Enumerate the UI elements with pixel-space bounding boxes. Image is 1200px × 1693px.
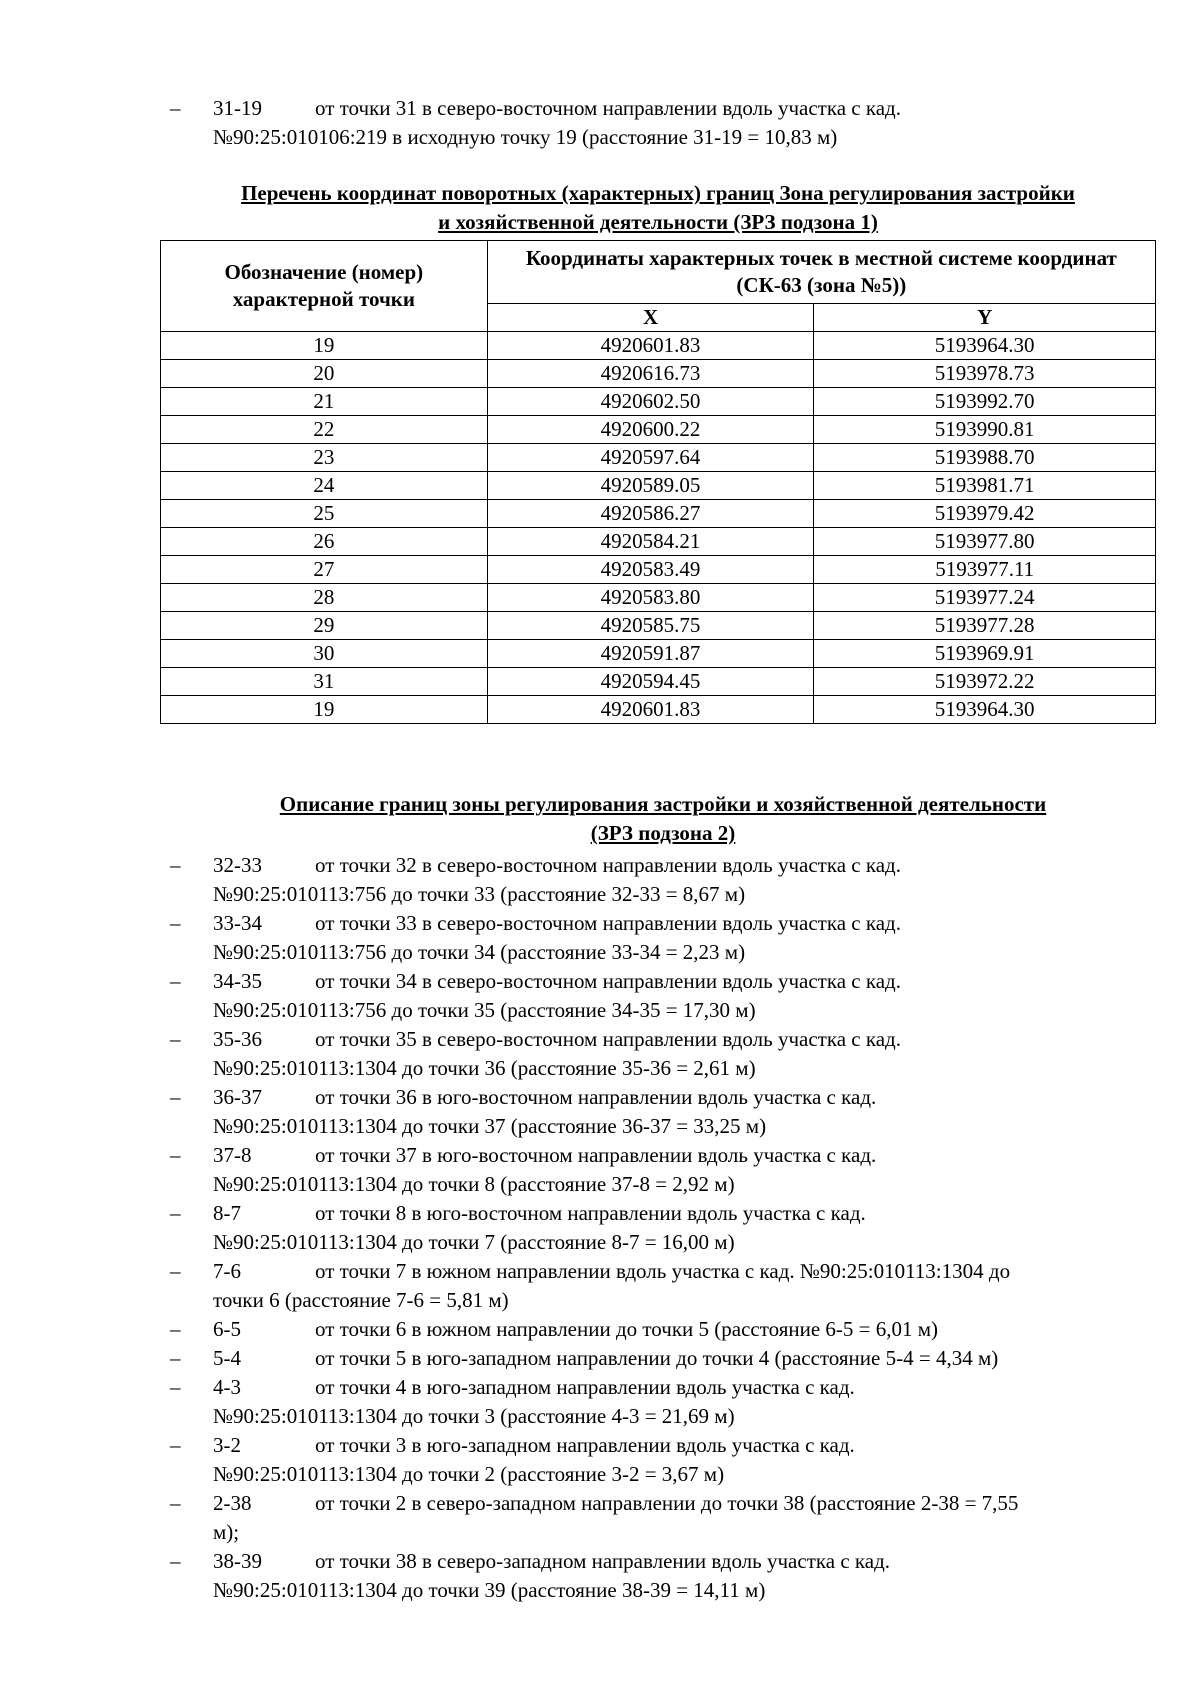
- point-number-cell: 23: [161, 444, 488, 472]
- x-coordinate-cell: 4920585.75: [487, 612, 814, 640]
- boundary-list-item: [0, 1083, 1200, 1141]
- list-item-line-1: [213, 1083, 1140, 1112]
- first-boundary-list: [0, 94, 1200, 152]
- list-item-line-1: [213, 1199, 1140, 1228]
- list-dash: –: [170, 1549, 181, 1573]
- list-item-line-1: [213, 1344, 1140, 1373]
- segment-description: от точки 6 в южном направлении до точки 5 (расстояние 6-5 = 6,01 м): [315, 1317, 939, 1341]
- list-item-line-2: №90:25:010113:756 до точки 33 (расстояние 32-33 = 8,67 м): [213, 882, 746, 906]
- x-coordinate-cell: 4920600.22: [487, 416, 814, 444]
- coordinates-header: Координаты характерных точек в местной системе координат (СК-63 (зона №5)): [487, 241, 1155, 304]
- segment-code: 7-6: [213, 1259, 241, 1283]
- list-dash: –: [170, 1027, 181, 1051]
- segment-code: 6-5: [213, 1317, 241, 1341]
- table-row: [161, 360, 1156, 388]
- x-coordinate-cell: 4920591.87: [487, 640, 814, 668]
- segment-description: от точки 33 в северо-восточном направлении вдоль участка с кад.: [315, 911, 901, 935]
- table-row: [161, 528, 1156, 556]
- boundary-list-item: [0, 1489, 1200, 1547]
- list-item-line-1: [213, 1141, 1140, 1170]
- y-coordinate-cell: 5193977.11: [814, 556, 1156, 584]
- boundary-list-item: [0, 1431, 1200, 1489]
- list-dash: –: [170, 969, 181, 993]
- x-coordinate-cell: 4920602.50: [487, 388, 814, 416]
- segment-description: от точки 32 в северо-восточном направлении вдоль участка с кад.: [315, 853, 901, 877]
- segment-description: от точки 5 в юго-западном направлении до точки 4 (расстояние 5-4 = 4,34 м): [315, 1346, 999, 1370]
- segment-description: от точки 38 в северо-западном направлении вдоль участка с кад.: [315, 1549, 891, 1573]
- boundary-list-item: [0, 1025, 1200, 1083]
- segment-code: 35-36: [213, 1027, 262, 1051]
- list-item-line-2: №90:25:010113:756 до точки 34 (расстояние 33-34 = 2,23 м): [213, 940, 746, 964]
- table-row: [161, 668, 1156, 696]
- list-dash: –: [170, 1143, 181, 1167]
- table-heading: [160, 179, 1156, 237]
- y-coordinate-cell: 5193969.91: [814, 640, 1156, 668]
- list-item-line-2: точки 6 (расстояние 7-6 = 5,81 м): [213, 1288, 509, 1312]
- y-coordinate-cell: 5193964.30: [814, 332, 1156, 360]
- boundary-list-item: [0, 1373, 1200, 1431]
- x-coordinate-cell: 4920601.83: [487, 332, 814, 360]
- list-item-line-1: [213, 1373, 1140, 1402]
- table-row: [161, 332, 1156, 360]
- list-dash: –: [170, 96, 181, 120]
- y-coordinate-cell: 5193990.81: [814, 416, 1156, 444]
- list-item-line-2: №90:25:010113:1304 до точки 37 (расстояние 36-37 = 33,25 м): [213, 1114, 767, 1138]
- y-coordinate-cell: 5193964.30: [814, 696, 1156, 724]
- table-row: [161, 416, 1156, 444]
- point-number-cell: 24: [161, 472, 488, 500]
- table-row: [161, 500, 1156, 528]
- segment-code: 31-19: [213, 96, 262, 120]
- list-dash: –: [170, 1491, 181, 1515]
- x-column-header: X: [487, 304, 814, 332]
- segment-code: 8-7: [213, 1201, 241, 1225]
- boundary-list-item: [0, 94, 1200, 152]
- table-row: [161, 696, 1156, 724]
- y-coordinate-cell: 5193988.70: [814, 444, 1156, 472]
- second-boundary-list: [0, 851, 1200, 1605]
- segment-description: от точки 35 в северо-восточном направлении вдоль участка с кад.: [315, 1027, 901, 1051]
- point-number-cell: 26: [161, 528, 488, 556]
- list-dash: –: [170, 1317, 181, 1341]
- segment-code: 2-38: [213, 1491, 252, 1515]
- table-row: [161, 612, 1156, 640]
- boundary-list-item: [0, 1257, 1200, 1315]
- point-number-cell: 21: [161, 388, 488, 416]
- y-coordinate-cell: 5193977.24: [814, 584, 1156, 612]
- list-item-line-1: [213, 1431, 1140, 1460]
- table-row: [161, 556, 1156, 584]
- description-heading-line-1: Описание границ зоны регулирования застройки и хозяйственной деятельности: [279, 792, 1047, 816]
- list-item-line-1: [213, 1547, 1140, 1576]
- table-row: [161, 444, 1156, 472]
- table-heading-line-1: Перечень координат поворотных (характерных) границ Зона регулирования застройки: [241, 181, 1075, 205]
- segment-code: 36-37: [213, 1085, 262, 1109]
- x-coordinate-cell: 4920616.73: [487, 360, 814, 388]
- list-dash: –: [170, 1201, 181, 1225]
- point-number-cell: 28: [161, 584, 488, 612]
- list-dash: –: [170, 911, 181, 935]
- list-dash: –: [170, 1346, 181, 1370]
- boundary-list-item: [0, 1199, 1200, 1257]
- point-number-cell: 22: [161, 416, 488, 444]
- boundary-list-item: [0, 1315, 1200, 1344]
- table-heading-line-2: и хозяйственной деятельности (ЗРЗ подзона 1): [438, 210, 878, 234]
- list-item-line-2: №90:25:010113:756 до точки 35 (расстояние 34-35 = 17,30 м): [213, 998, 756, 1022]
- boundary-list-item: [0, 1547, 1200, 1605]
- segment-code: 33-34: [213, 911, 262, 935]
- list-item-line-1: [213, 909, 1140, 938]
- boundary-list-item: [0, 1344, 1200, 1373]
- list-item-line-2: №90:25:010106:219 в исходную точку 19 (расстояние 31-19 = 10,83 м): [213, 125, 838, 149]
- segment-description: от точки 36 в юго-восточном направлении вдоль участка с кад.: [315, 1085, 877, 1109]
- point-number-cell: 30: [161, 640, 488, 668]
- segment-description: от точки 4 в юго-западном направлении вдоль участка с кад.: [315, 1375, 855, 1399]
- list-dash: –: [170, 1259, 181, 1283]
- segment-description: от точки 3 в юго-западном направлении вдоль участка с кад.: [315, 1433, 855, 1457]
- list-item-line-2: №90:25:010113:1304 до точки 36 (расстояние 35-36 = 2,61 м): [213, 1056, 756, 1080]
- list-dash: –: [170, 1433, 181, 1457]
- y-coordinate-cell: 5193979.42: [814, 500, 1156, 528]
- description-heading: [195, 790, 1131, 848]
- table-row: [161, 640, 1156, 668]
- list-item-line-2: №90:25:010113:1304 до точки 39 (расстояние 38-39 = 14,11 м): [213, 1578, 766, 1602]
- boundary-list-item: [0, 1141, 1200, 1199]
- list-item-line-2: м);: [213, 1520, 240, 1544]
- x-coordinate-cell: 4920589.05: [487, 472, 814, 500]
- point-number-header: Обозначение (номер) характерной точки: [161, 241, 488, 332]
- list-item-line-1: [213, 94, 1140, 123]
- segment-code: 37-8: [213, 1143, 252, 1167]
- point-number-cell: 27: [161, 556, 488, 584]
- segment-code: 34-35: [213, 969, 262, 993]
- point-number-cell: 20: [161, 360, 488, 388]
- x-coordinate-cell: 4920597.64: [487, 444, 814, 472]
- x-coordinate-cell: 4920594.45: [487, 668, 814, 696]
- segment-code: 32-33: [213, 853, 262, 877]
- list-item-line-2: №90:25:010113:1304 до точки 8 (расстояние 37-8 = 2,92 м): [213, 1172, 735, 1196]
- list-item-line-2: №90:25:010113:1304 до точки 3 (расстояние 4-3 = 21,69 м): [213, 1404, 735, 1428]
- list-dash: –: [170, 853, 181, 877]
- segment-description: от точки 37 в юго-восточном направлении вдоль участка с кад.: [315, 1143, 877, 1167]
- segment-description: от точки 7 в южном направлении вдоль участка с кад. №90:25:010113:1304 до: [315, 1259, 1011, 1283]
- segment-description: от точки 34 в северо-восточном направлении вдоль участка с кад.: [315, 969, 901, 993]
- y-coordinate-cell: 5193977.80: [814, 528, 1156, 556]
- y-coordinate-cell: 5193972.22: [814, 668, 1156, 696]
- y-column-header: Y: [814, 304, 1156, 332]
- point-number-cell: 29: [161, 612, 488, 640]
- list-dash: –: [170, 1375, 181, 1399]
- list-dash: –: [170, 1085, 181, 1109]
- y-coordinate-cell: 5193977.28: [814, 612, 1156, 640]
- point-number-cell: 31: [161, 668, 488, 696]
- boundary-list-item: [0, 967, 1200, 1025]
- x-coordinate-cell: 4920584.21: [487, 528, 814, 556]
- list-item-line-1: [213, 1025, 1140, 1054]
- y-coordinate-cell: 5193978.73: [814, 360, 1156, 388]
- list-item-line-2: №90:25:010113:1304 до точки 2 (расстояние 3-2 = 3,67 м): [213, 1462, 725, 1486]
- segment-code: 3-2: [213, 1433, 241, 1457]
- segment-code: 38-39: [213, 1549, 262, 1573]
- point-number-cell: 19: [161, 332, 488, 360]
- list-item-line-1: [213, 1257, 1140, 1286]
- list-item-line-1: [213, 1315, 1140, 1344]
- point-number-cell: 25: [161, 500, 488, 528]
- x-coordinate-cell: 4920601.83: [487, 696, 814, 724]
- x-coordinate-cell: 4920586.27: [487, 500, 814, 528]
- segment-description: от точки 8 в юго-восточном направлении вдоль участка с кад.: [315, 1201, 866, 1225]
- table-row: [161, 472, 1156, 500]
- description-heading-line-2: (ЗРЗ подзона 2): [590, 821, 736, 845]
- list-item-line-1: [213, 1489, 1140, 1518]
- segment-description: от точки 31 в северо-восточном направлении вдоль участка с кад.: [315, 96, 901, 120]
- list-item-line-1: [213, 967, 1140, 996]
- point-number-cell: 19: [161, 696, 488, 724]
- y-coordinate-cell: 5193992.70: [814, 388, 1156, 416]
- table-row: [161, 388, 1156, 416]
- list-item-line-1: [213, 851, 1140, 880]
- segment-code: 5-4: [213, 1346, 241, 1370]
- boundary-list-item: [0, 909, 1200, 967]
- list-item-line-2: №90:25:010113:1304 до точки 7 (расстояние 8-7 = 16,00 м): [213, 1230, 735, 1254]
- coordinates-table-body: [161, 332, 1156, 724]
- coordinates-table: [160, 240, 1156, 724]
- x-coordinate-cell: 4920583.49: [487, 556, 814, 584]
- y-coordinate-cell: 5193981.71: [814, 472, 1156, 500]
- x-coordinate-cell: 4920583.80: [487, 584, 814, 612]
- table-row: [161, 584, 1156, 612]
- boundary-list-item: [0, 851, 1200, 909]
- segment-code: 4-3: [213, 1375, 241, 1399]
- segment-description: от точки 2 в северо-западном направлении до точки 38 (расстояние 2-38 = 7,55: [315, 1491, 1019, 1515]
